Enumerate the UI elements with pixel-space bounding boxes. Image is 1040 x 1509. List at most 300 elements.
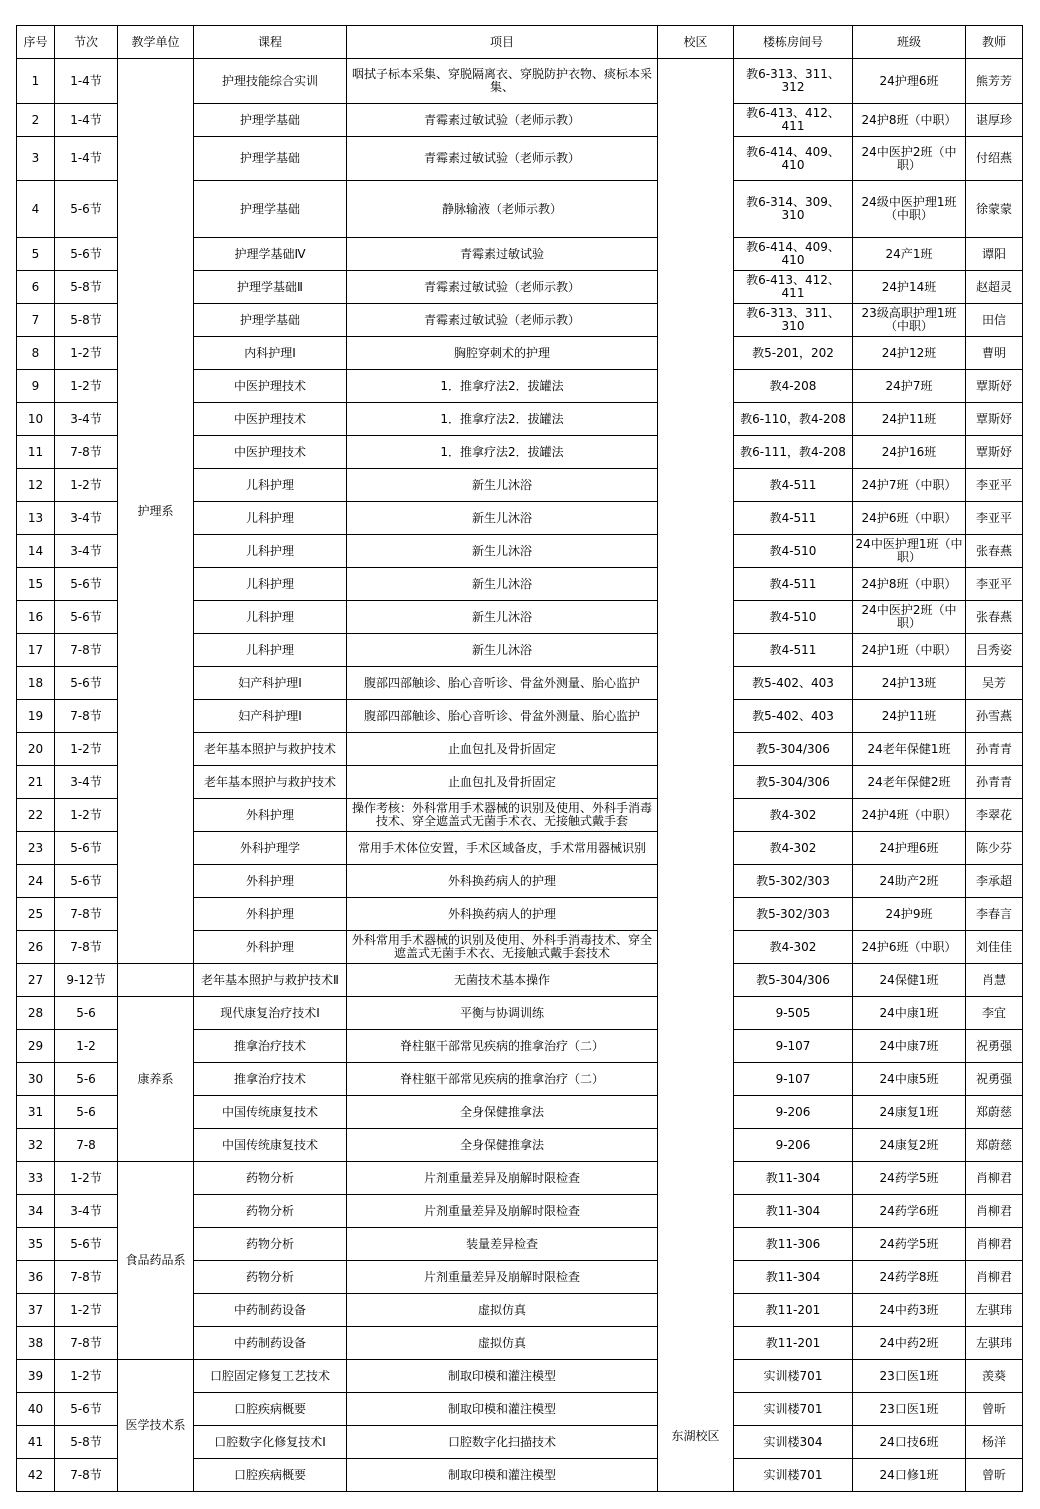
cell-period: 1-2节 — [55, 1360, 118, 1393]
cell-unit: 康养系 — [118, 997, 194, 1162]
cell-no: 15 — [17, 568, 55, 601]
cell-course: 中药制药设备 — [194, 1327, 347, 1360]
cell-project: 虚拟仿真 — [347, 1327, 658, 1360]
cell-project: 止血包扎及骨折固定 — [347, 766, 658, 799]
cell-project: 片剂重量差异及崩解时限检查 — [347, 1162, 658, 1195]
cell-teacher: 徐蒙蒙 — [966, 181, 1023, 238]
cell-no: 38 — [17, 1327, 55, 1360]
cell-course: 外科护理 — [194, 898, 347, 931]
cell-course: 内科护理Ⅰ — [194, 337, 347, 370]
cell-period: 3-4节 — [55, 535, 118, 568]
cell-room: 教5-402、403 — [734, 667, 853, 700]
cell-course: 口腔固定修复工艺技术 — [194, 1360, 347, 1393]
cell-teacher: 肖柳君 — [966, 1162, 1023, 1195]
cell-room: 教4-511 — [734, 469, 853, 502]
cell-course: 中医护理技术 — [194, 403, 347, 436]
cell-unit: 护理系 — [118, 59, 194, 964]
cell-class: 24护14班 — [853, 271, 966, 304]
cell-no: 23 — [17, 832, 55, 865]
cell-class: 24中康5班 — [853, 1063, 966, 1096]
header-teacher: 教师 — [966, 26, 1023, 59]
cell-teacher: 李宜 — [966, 997, 1023, 1030]
cell-room: 教6-313、311、312 — [734, 59, 853, 104]
cell-no: 24 — [17, 865, 55, 898]
cell-period: 1-2节 — [55, 469, 118, 502]
cell-room: 教6-110，教4-208 — [734, 403, 853, 436]
cell-teacher: 李亚平 — [966, 469, 1023, 502]
cell-class: 24中医护2班（中职） — [853, 137, 966, 181]
cell-teacher: 覃斯妤 — [966, 370, 1023, 403]
cell-teacher: 肖柳君 — [966, 1195, 1023, 1228]
cell-class: 24护16班 — [853, 436, 966, 469]
cell-course: 老年基本照护与救护技术Ⅱ — [194, 964, 347, 997]
header-period: 节次 — [55, 26, 118, 59]
header-project: 项目 — [347, 26, 658, 59]
cell-no: 31 — [17, 1096, 55, 1129]
cell-course: 中国传统康复技术 — [194, 1129, 347, 1162]
cell-class: 24护理6班 — [853, 832, 966, 865]
table-row — [17, 1360, 1023, 1393]
cell-no: 19 — [17, 700, 55, 733]
cell-teacher: 田信 — [966, 304, 1023, 337]
cell-class: 24中医护理1班（中职） — [853, 535, 966, 568]
cell-room: 教6-414、409、410 — [734, 238, 853, 271]
cell-course: 外科护理 — [194, 931, 347, 964]
cell-no: 34 — [17, 1195, 55, 1228]
cell-class: 24老年保健1班 — [853, 733, 966, 766]
cell-no: 28 — [17, 997, 55, 1030]
cell-class: 24护4班（中职） — [853, 799, 966, 832]
cell-period: 5-8节 — [55, 1426, 118, 1459]
cell-course: 口腔疾病概要 — [194, 1393, 347, 1426]
cell-teacher: 李翠花 — [966, 799, 1023, 832]
cell-course: 外科护理 — [194, 799, 347, 832]
cell-course: 现代康复治疗技术Ⅰ — [194, 997, 347, 1030]
cell-period: 3-4节 — [55, 502, 118, 535]
cell-teacher: 孙雪燕 — [966, 700, 1023, 733]
cell-class: 24护8班（中职） — [853, 104, 966, 137]
cell-course: 儿科护理 — [194, 535, 347, 568]
cell-project: 青霉素过敏试验（老师示教） — [347, 304, 658, 337]
cell-class: 24助产2班 — [853, 865, 966, 898]
cell-room: 教6-413、412、411 — [734, 271, 853, 304]
cell-no: 1 — [17, 59, 55, 104]
cell-period: 5-6节 — [55, 832, 118, 865]
cell-teacher: 杨洋 — [966, 1426, 1023, 1459]
cell-teacher: 李承超 — [966, 865, 1023, 898]
cell-course: 儿科护理 — [194, 634, 347, 667]
cell-room: 教5-302/303 — [734, 865, 853, 898]
cell-period: 1-2节 — [55, 799, 118, 832]
cell-room: 实训楼701 — [734, 1393, 853, 1426]
cell-project: 常用手术体位安置，手术区域备皮，手术常用器械识别 — [347, 832, 658, 865]
cell-period: 3-4节 — [55, 766, 118, 799]
cell-room: 教11-201 — [734, 1294, 853, 1327]
cell-period: 9-12节 — [55, 964, 118, 997]
cell-project: 制取印模和灌注模型 — [347, 1360, 658, 1393]
cell-project: 制取印模和灌注模型 — [347, 1459, 658, 1492]
cell-teacher: 李亚平 — [966, 502, 1023, 535]
cell-teacher: 孙青青 — [966, 733, 1023, 766]
cell-course: 妇产科护理Ⅰ — [194, 700, 347, 733]
cell-course: 口腔数字化修复技术Ⅰ — [194, 1426, 347, 1459]
cell-no: 36 — [17, 1261, 55, 1294]
cell-project: 虚拟仿真 — [347, 1294, 658, 1327]
cell-no: 21 — [17, 766, 55, 799]
cell-course: 护理学基础 — [194, 181, 347, 238]
cell-class: 24护7班 — [853, 370, 966, 403]
cell-teacher: 吴芳 — [966, 667, 1023, 700]
cell-room: 教6-413、412、411 — [734, 104, 853, 137]
cell-no: 42 — [17, 1459, 55, 1492]
cell-project: 口腔数字化扫描技术 — [347, 1426, 658, 1459]
cell-campus: 东湖校区 — [658, 59, 734, 1492]
cell-course: 中医护理技术 — [194, 370, 347, 403]
cell-project: 无菌技术基本操作 — [347, 964, 658, 997]
cell-course: 推拿治疗技术 — [194, 1030, 347, 1063]
cell-unit — [118, 964, 194, 997]
cell-course: 中药制药设备 — [194, 1294, 347, 1327]
cell-course: 护理学基础 — [194, 304, 347, 337]
cell-project: 全身保健推拿法 — [347, 1129, 658, 1162]
cell-class: 23口医1班 — [853, 1360, 966, 1393]
header-course: 课程 — [194, 26, 347, 59]
cell-teacher: 肖柳君 — [966, 1261, 1023, 1294]
cell-project: 脊柱躯干部常见疾病的推拿治疗（二） — [347, 1063, 658, 1096]
cell-project: 全身保健推拿法 — [347, 1096, 658, 1129]
cell-class: 24中医护2班（中职） — [853, 601, 966, 634]
cell-project: 外科常用手术器械的识别及使用、外科手消毒技术、穿全遮盖式无菌手术衣、无接触式戴手套技术 — [347, 931, 658, 964]
cell-teacher: 刘佳佳 — [966, 931, 1023, 964]
cell-teacher: 熊芳芳 — [966, 59, 1023, 104]
header-unit: 教学单位 — [118, 26, 194, 59]
header-campus: 校区 — [658, 26, 734, 59]
cell-no: 17 — [17, 634, 55, 667]
cell-teacher: 曹明 — [966, 337, 1023, 370]
cell-teacher: 赵超灵 — [966, 271, 1023, 304]
cell-unit: 医学技术系 — [118, 1360, 194, 1492]
cell-period: 5-8节 — [55, 271, 118, 304]
cell-period: 5-8节 — [55, 304, 118, 337]
cell-no: 13 — [17, 502, 55, 535]
cell-teacher: 谭阳 — [966, 238, 1023, 271]
cell-period: 7-8节 — [55, 634, 118, 667]
cell-teacher: 陈少芬 — [966, 832, 1023, 865]
cell-class: 24口技6班 — [853, 1426, 966, 1459]
cell-project: 腹部四部触诊、胎心音听诊、骨盆外测量、胎心监护 — [347, 667, 658, 700]
cell-class: 24级中医护理1班（中职） — [853, 181, 966, 238]
cell-no: 4 — [17, 181, 55, 238]
cell-period: 7-8节 — [55, 1459, 118, 1492]
cell-period: 5-6 — [55, 997, 118, 1030]
cell-period: 7-8节 — [55, 700, 118, 733]
cell-class: 24护6班（中职） — [853, 502, 966, 535]
cell-project: 胸腔穿刺术的护理 — [347, 337, 658, 370]
cell-period: 7-8节 — [55, 436, 118, 469]
cell-no: 32 — [17, 1129, 55, 1162]
cell-teacher: 郑蔚慈 — [966, 1129, 1023, 1162]
cell-teacher: 祝勇强 — [966, 1030, 1023, 1063]
cell-project: 新生儿沐浴 — [347, 568, 658, 601]
cell-room: 9-206 — [734, 1096, 853, 1129]
cell-no: 6 — [17, 271, 55, 304]
cell-teacher: 李春言 — [966, 898, 1023, 931]
cell-teacher: 吕秀姿 — [966, 634, 1023, 667]
cell-project: 新生儿沐浴 — [347, 469, 658, 502]
cell-room: 教5-304/306 — [734, 733, 853, 766]
cell-course: 老年基本照护与救护技术 — [194, 766, 347, 799]
cell-room: 教6-414、409、410 — [734, 137, 853, 181]
cell-room: 教11-306 — [734, 1228, 853, 1261]
cell-unit: 食品药品系 — [118, 1162, 194, 1360]
cell-course: 外科护理学 — [194, 832, 347, 865]
cell-teacher: 祝勇强 — [966, 1063, 1023, 1096]
cell-teacher: 李亚平 — [966, 568, 1023, 601]
cell-project: 平衡与协调训练 — [347, 997, 658, 1030]
cell-no: 41 — [17, 1426, 55, 1459]
table-row — [17, 964, 1023, 997]
header-no: 序号 — [17, 26, 55, 59]
cell-room: 教6-313、311、310 — [734, 304, 853, 337]
cell-course: 护理学基础Ⅱ — [194, 271, 347, 304]
cell-room: 教4-510 — [734, 535, 853, 568]
cell-project: 装量差异检查 — [347, 1228, 658, 1261]
cell-class: 24护12班 — [853, 337, 966, 370]
cell-no: 20 — [17, 733, 55, 766]
cell-room: 教4-511 — [734, 634, 853, 667]
cell-class: 24药学6班 — [853, 1195, 966, 1228]
cell-room: 实训楼304 — [734, 1426, 853, 1459]
cell-teacher: 孙青青 — [966, 766, 1023, 799]
header-class: 班级 — [853, 26, 966, 59]
cell-period: 5-6节 — [55, 601, 118, 634]
cell-course: 儿科护理 — [194, 502, 347, 535]
cell-room: 教11-304 — [734, 1261, 853, 1294]
cell-no: 3 — [17, 137, 55, 181]
cell-project: 片剂重量差异及崩解时限检查 — [347, 1261, 658, 1294]
cell-class: 24保健1班 — [853, 964, 966, 997]
cell-course: 儿科护理 — [194, 601, 347, 634]
header-row — [17, 26, 1023, 59]
cell-teacher: 曾昕 — [966, 1393, 1023, 1426]
cell-project: 青霉素过敏试验（老师示教） — [347, 137, 658, 181]
cell-period: 3-4节 — [55, 1195, 118, 1228]
cell-no: 30 — [17, 1063, 55, 1096]
cell-project: 静脉输液（老师示教） — [347, 181, 658, 238]
cell-no: 26 — [17, 931, 55, 964]
cell-course: 中国传统康复技术 — [194, 1096, 347, 1129]
cell-room: 教4-302 — [734, 832, 853, 865]
cell-class: 24药学8班 — [853, 1261, 966, 1294]
cell-period: 3-4节 — [55, 403, 118, 436]
cell-class: 23级高职护理1班（中职） — [853, 304, 966, 337]
cell-no: 16 — [17, 601, 55, 634]
cell-no: 9 — [17, 370, 55, 403]
cell-class: 24护6班（中职） — [853, 931, 966, 964]
cell-no: 5 — [17, 238, 55, 271]
cell-room: 9-505 — [734, 997, 853, 1030]
cell-course: 中医护理技术 — [194, 436, 347, 469]
cell-room: 教11-201 — [734, 1327, 853, 1360]
cell-project: 青霉素过敏试验（老师示教） — [347, 271, 658, 304]
cell-course: 药物分析 — [194, 1195, 347, 1228]
cell-period: 1-2节 — [55, 337, 118, 370]
cell-room: 9-107 — [734, 1063, 853, 1096]
cell-period: 1-2节 — [55, 370, 118, 403]
cell-teacher: 付绍燕 — [966, 137, 1023, 181]
cell-no: 33 — [17, 1162, 55, 1195]
cell-project: 止血包扎及骨折固定 — [347, 733, 658, 766]
cell-room: 9-107 — [734, 1030, 853, 1063]
cell-period: 5-6节 — [55, 865, 118, 898]
cell-no: 25 — [17, 898, 55, 931]
cell-room: 教5-304/306 — [734, 964, 853, 997]
cell-course: 护理学基础Ⅳ — [194, 238, 347, 271]
cell-period: 5-6节 — [55, 1393, 118, 1426]
cell-period: 5-6节 — [55, 667, 118, 700]
cell-no: 35 — [17, 1228, 55, 1261]
cell-course: 老年基本照护与救护技术 — [194, 733, 347, 766]
cell-class: 24中药2班 — [853, 1327, 966, 1360]
cell-project: 新生儿沐浴 — [347, 634, 658, 667]
cell-period: 5-6节 — [55, 568, 118, 601]
cell-teacher: 覃斯妤 — [966, 403, 1023, 436]
cell-class: 24护9班 — [853, 898, 966, 931]
cell-period: 5-6 — [55, 1063, 118, 1096]
cell-no: 22 — [17, 799, 55, 832]
cell-project: 1．推拿疗法2．拔罐法 — [347, 370, 658, 403]
cell-class: 24产1班 — [853, 238, 966, 271]
cell-room: 教5-304/306 — [734, 766, 853, 799]
cell-course: 护理学基础 — [194, 137, 347, 181]
cell-class: 24药学5班 — [853, 1228, 966, 1261]
cell-project: 片剂重量差异及崩解时限检查 — [347, 1195, 658, 1228]
cell-period: 5-6节 — [55, 1228, 118, 1261]
cell-teacher: 谌厚珍 — [966, 104, 1023, 137]
cell-course: 护理技能综合实训 — [194, 59, 347, 104]
cell-teacher: 曾昕 — [966, 1459, 1023, 1492]
cell-class: 24康复1班 — [853, 1096, 966, 1129]
cell-project: 1．推拿疗法2．拔罐法 — [347, 436, 658, 469]
cell-room: 教4-511 — [734, 502, 853, 535]
cell-period: 5-6节 — [55, 181, 118, 238]
cell-room: 教5-201，202 — [734, 337, 853, 370]
cell-class: 24护13班 — [853, 667, 966, 700]
cell-period: 1-2 — [55, 1030, 118, 1063]
cell-period: 5-6节 — [55, 238, 118, 271]
cell-room: 教5-302/303 — [734, 898, 853, 931]
cell-room: 教4-510 — [734, 601, 853, 634]
cell-room: 9-206 — [734, 1129, 853, 1162]
table-row — [17, 59, 1023, 104]
cell-no: 11 — [17, 436, 55, 469]
cell-no: 12 — [17, 469, 55, 502]
cell-class: 24中药3班 — [853, 1294, 966, 1327]
cell-teacher: 覃斯妤 — [966, 436, 1023, 469]
cell-period: 1-4节 — [55, 59, 118, 104]
cell-course: 药物分析 — [194, 1228, 347, 1261]
cell-course: 药物分析 — [194, 1261, 347, 1294]
cell-no: 29 — [17, 1030, 55, 1063]
cell-project: 1．推拿疗法2．拔罐法 — [347, 403, 658, 436]
cell-course: 药物分析 — [194, 1162, 347, 1195]
cell-class: 24口修1班 — [853, 1459, 966, 1492]
cell-teacher: 左骐玮 — [966, 1327, 1023, 1360]
cell-class: 24老年保健2班 — [853, 766, 966, 799]
cell-period: 1-4节 — [55, 104, 118, 137]
cell-class: 23口医1班 — [853, 1393, 966, 1426]
cell-project: 操作考核：外科常用手术器械的识别及使用、外科手消毒技术、穿全遮盖式无菌手术衣、无接触式戴手套 — [347, 799, 658, 832]
cell-period: 7-8节 — [55, 898, 118, 931]
cell-period: 1-2节 — [55, 733, 118, 766]
cell-room: 教11-304 — [734, 1162, 853, 1195]
cell-no: 8 — [17, 337, 55, 370]
cell-no: 14 — [17, 535, 55, 568]
cell-teacher: 郑蔚慈 — [966, 1096, 1023, 1129]
cell-teacher: 肖柳君 — [966, 1228, 1023, 1261]
cell-period: 5-6 — [55, 1096, 118, 1129]
table-row — [17, 1162, 1023, 1195]
cell-period: 7-8节 — [55, 1327, 118, 1360]
cell-room: 教4-302 — [734, 799, 853, 832]
cell-no: 27 — [17, 964, 55, 997]
cell-no: 10 — [17, 403, 55, 436]
cell-course: 口腔疾病概要 — [194, 1459, 347, 1492]
cell-room: 教4-302 — [734, 931, 853, 964]
cell-project: 新生儿沐浴 — [347, 601, 658, 634]
cell-class: 24护1班（中职） — [853, 634, 966, 667]
cell-no: 18 — [17, 667, 55, 700]
cell-project: 青霉素过敏试验 — [347, 238, 658, 271]
cell-course: 儿科护理 — [194, 469, 347, 502]
schedule-table — [16, 25, 1023, 1492]
cell-no: 39 — [17, 1360, 55, 1393]
cell-project: 腹部四部触诊、胎心音听诊、骨盆外测量、胎心监护 — [347, 700, 658, 733]
cell-project: 外科换药病人的护理 — [347, 898, 658, 931]
table-row — [17, 997, 1023, 1030]
cell-teacher: 左骐玮 — [966, 1294, 1023, 1327]
cell-class: 24护11班 — [853, 700, 966, 733]
cell-project: 咽拭子标本采集、穿脱隔离衣、穿脱防护衣物、痰标本采集、 — [347, 59, 658, 104]
header-room: 楼栋房间号 — [734, 26, 853, 59]
cell-class: 24护8班（中职） — [853, 568, 966, 601]
cell-teacher: 张春燕 — [966, 601, 1023, 634]
cell-period: 7-8节 — [55, 1261, 118, 1294]
cell-period: 1-2节 — [55, 1162, 118, 1195]
cell-class: 24护理6班 — [853, 59, 966, 104]
cell-class: 24护7班（中职） — [853, 469, 966, 502]
cell-room: 教6-314、309、310 — [734, 181, 853, 238]
cell-teacher: 羡葵 — [966, 1360, 1023, 1393]
cell-course: 外科护理 — [194, 865, 347, 898]
cell-teacher: 张春燕 — [966, 535, 1023, 568]
cell-room: 教5-402、403 — [734, 700, 853, 733]
cell-room: 教4-511 — [734, 568, 853, 601]
cell-course: 推拿治疗技术 — [194, 1063, 347, 1096]
cell-room: 教4-208 — [734, 370, 853, 403]
cell-room: 教11-304 — [734, 1195, 853, 1228]
cell-class: 24药学5班 — [853, 1162, 966, 1195]
cell-no: 2 — [17, 104, 55, 137]
cell-course: 儿科护理 — [194, 568, 347, 601]
cell-project: 脊柱躯干部常见疾病的推拿治疗（二） — [347, 1030, 658, 1063]
cell-class: 24康复2班 — [853, 1129, 966, 1162]
cell-course: 护理学基础 — [194, 104, 347, 137]
cell-period: 7-8 — [55, 1129, 118, 1162]
cell-period: 7-8节 — [55, 931, 118, 964]
cell-class: 24中康7班 — [853, 1030, 966, 1063]
cell-project: 青霉素过敏试验（老师示教） — [347, 104, 658, 137]
